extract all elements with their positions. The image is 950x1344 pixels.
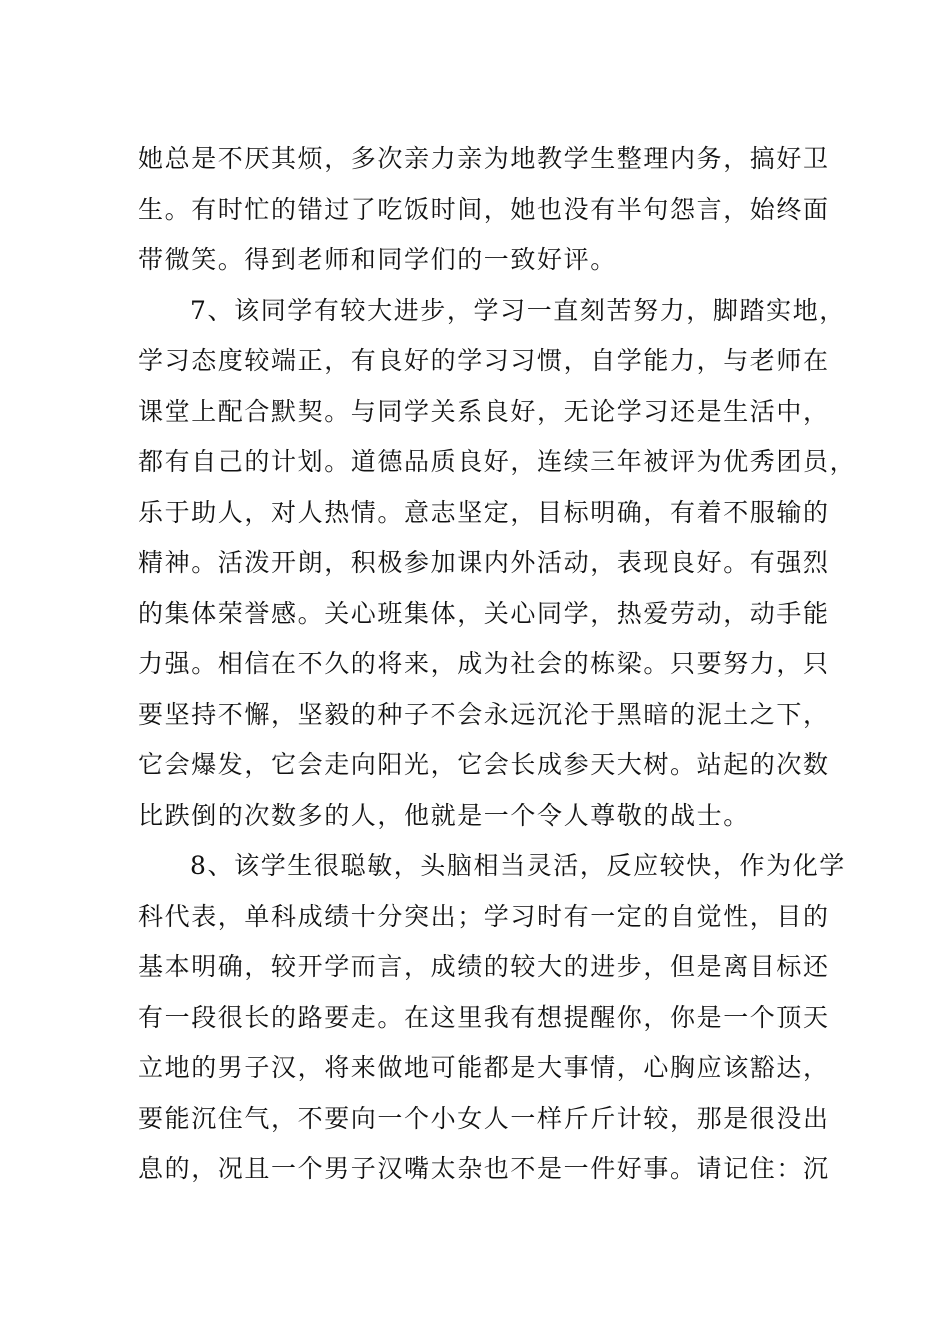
text-line: 比跌倒的次数多的人，他就是一个令人尊敬的战士。: [138, 800, 750, 830]
text-line: 力强。相信在不久的将来，成为社会的栋梁。只要努力，只: [138, 649, 830, 678]
text-line: 7、该同学有较大进步，学习一直刻苦努力，脚踏实地，: [190, 295, 846, 325]
text-line: 她总是不厌其烦，多次亲力亲为地教学生整理内务，搞好卫: [138, 144, 830, 173]
document-body: [138, 134, 857, 1195]
text-line: 都有自己的计划。道德品质良好，连续三年被评为优秀团员，: [138, 447, 857, 476]
text-line: 课堂上配合默契。与同学关系良好，无论学习还是生活中，: [138, 396, 830, 426]
text-line: 要坚持不懈，坚毅的种子不会永远沉沦于黑暗的泥土之下，: [138, 699, 830, 729]
text-line: 基本明确，较开学而言，成绩的较大的进步，但是离目标还: [138, 952, 830, 981]
text-line: 它会爆发，它会走向阳光，它会长成参天大树。站起的次数: [138, 750, 830, 779]
text-line: 精神。活泼开朗，积极参加课内外活动，表现良好。有强烈: [138, 548, 830, 577]
text-line: 学习态度较端正，有良好的学习习惯，自学能力，与老师在: [138, 346, 830, 375]
text-line: 的集体荣誉感。关心班集体，关心同学，热爱劳动，动手能: [138, 598, 830, 628]
text-line: 立地的男子汉，将来做地可能都是大事情，心胸应该豁达，: [138, 1053, 830, 1082]
paragraph-continued: [138, 134, 830, 286]
text-line: 8、该学生很聪敏，头脑相当灵活，反应较快，作为化学: [190, 851, 846, 880]
paragraph-8: [138, 841, 846, 1195]
text-line: 带微笑。得到老师和同学们的一致好评。: [138, 245, 617, 274]
paragraph-7: [138, 286, 857, 842]
text-line: 生。有时忙的错过了吃饭时间，她也没有半句怨言，始终面: [138, 194, 830, 224]
text-line: 乐于助人，对人热情。意志坚定，目标明确，有着不服输的: [138, 497, 830, 527]
text-line: 科代表，单科成绩十分突出；学习时有一定的自觉性，目的: [138, 901, 830, 931]
text-line: 要能沉住气，不要向一个小女人一样斤斤计较，那是很没出: [138, 1103, 830, 1133]
text-line: 息的，况且一个男子汉嘴太杂也不是一件好事。请记住：沉: [138, 1154, 830, 1183]
text-line: 有一段很长的路要走。在这里我有想提醒你，你是一个顶天: [138, 1002, 830, 1032]
